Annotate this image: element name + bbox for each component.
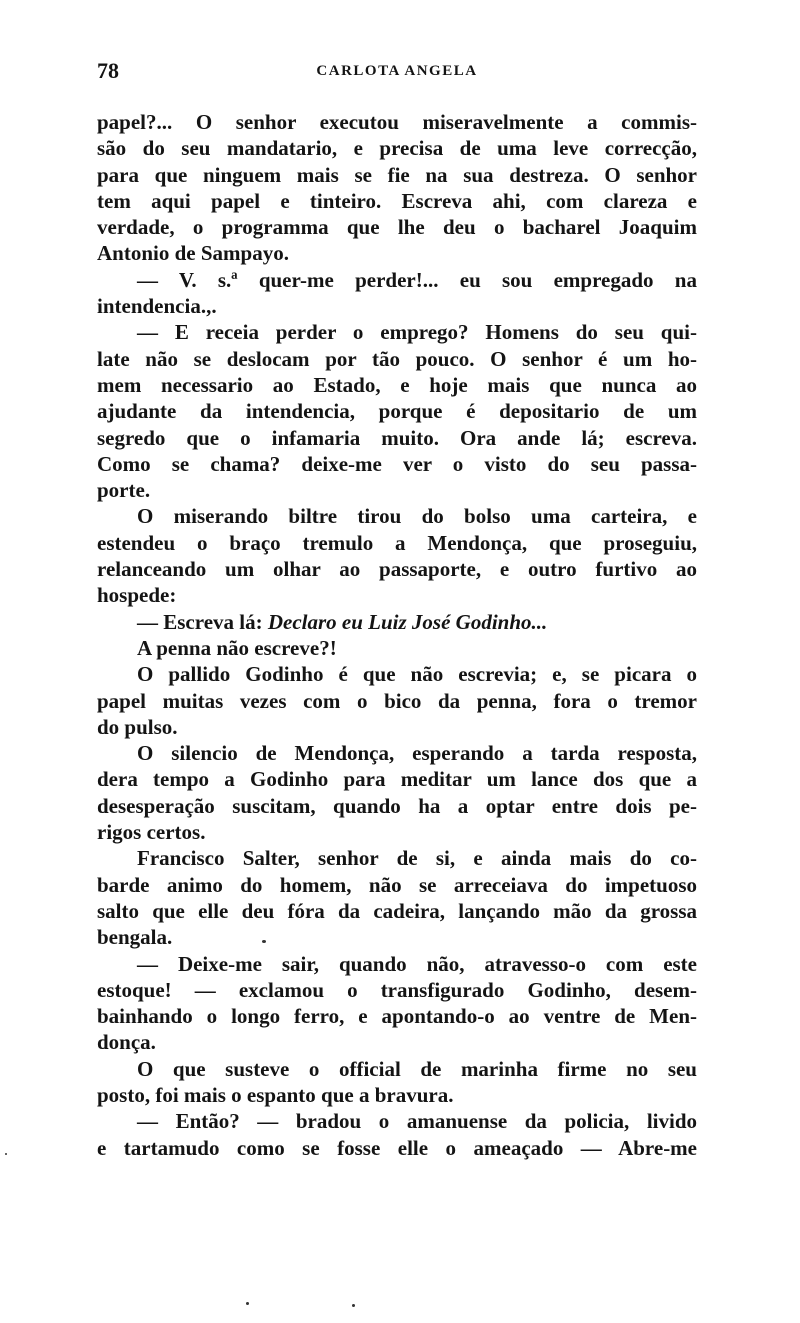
text-line: relanceando um olhar ao passaporte, e outro furtivo ao (97, 557, 697, 582)
text-line: estendeu o braço tremulo a Mendonça, que proseguiu, (97, 530, 697, 555)
text-line: O pallido Godinho é que não escrevia; e, se picara o (137, 662, 697, 687)
text-line: são do seu mandatario, e precisa de uma leve correcção, (97, 136, 697, 161)
text-line: dera tempo a Godinho para meditar um lance dos que a (97, 767, 697, 792)
text-line: tem aqui papel e tinteiro. Escreva ahi, com clareza e (97, 188, 697, 213)
text-line: O silencio de Mendonça, esperando a tarda resposta, (137, 741, 697, 766)
scan-speck (246, 1302, 249, 1305)
text-line: mem necessario ao Estado, e hoje mais que nunca ao (97, 372, 697, 397)
text-line: barde animo do homem, não se arreceiava do impetuoso (97, 872, 697, 897)
text-line: segredo que o infamaria muito. Ora ande lá; escreva. (97, 425, 697, 450)
text-line: Antonio de Sampayo. (97, 241, 289, 266)
text-line: verdade, o programma que lhe deu o bacharel Joaquim (97, 215, 697, 240)
text-line: late não se deslocam por tão pouco. O senhor é um ho- (97, 346, 697, 371)
text-line: Como se chama? deixe-me ver o visto do seu passa- (97, 451, 697, 476)
running-title: CARLOTA ANGELA (316, 63, 478, 79)
page-header (97, 58, 697, 88)
text-line: do pulso. (97, 714, 178, 739)
text-line: — E receia perder o emprego? Homens do seu qui- (137, 320, 697, 345)
text-line: — V. s.ª quer-me perder!... eu sou empregado na (137, 267, 697, 292)
text-line: ajudante da intendencia, porque é depositario de um (97, 399, 697, 424)
text-line: donça. (97, 1030, 156, 1055)
text-line: A penna não escreve?! (137, 635, 337, 660)
text-line: posto, foi mais o espanto que a bravura. (97, 1082, 454, 1107)
text-line: O miserando biltre tirou do bolso uma carteira, e (137, 504, 697, 529)
text-line: desesperação suscitam, quando ha a optar entre dois pe- (97, 793, 697, 818)
text-line: — Então? — bradou o amanuense da policia, livido (137, 1109, 697, 1134)
text-line: papel muitas vezes com o bico da penna, fora o tremor (97, 688, 697, 713)
text-line: bainhando o longo ferro, e apontando-o ao ventre de Men- (97, 1004, 697, 1029)
scan-speck (352, 1304, 355, 1307)
text-line: e tartamudo como se fosse elle o ameaçado — Abre-me (97, 1135, 697, 1160)
text-line (97, 609, 697, 635)
text-line: Francisco Salter, senhor de si, e ainda mais do co- (137, 846, 697, 871)
page-number: 78 (97, 58, 119, 83)
dialogue-lead: — Escreva lá: (137, 609, 263, 634)
dictated-text: Declaro eu Luiz José Godinho... (267, 609, 548, 634)
scan-speck (5, 1153, 7, 1155)
body-text (97, 109, 697, 1161)
text-line: estoque! — exclamou o transfigurado Godinho, desem- (97, 977, 697, 1002)
text-line: — Deixe-me sair, quando não, atravesso-o com este (137, 951, 697, 976)
scan-speck (262, 940, 266, 943)
text-line: rigos certos. (97, 820, 206, 845)
text-line: O que susteve o official de marinha firme no seu (137, 1056, 697, 1081)
text-line: para que ninguem mais se fie na sua destreza. O senhor (97, 162, 697, 187)
text-line: papel?... O senhor executou miseravelmente a commis- (97, 110, 697, 134)
text-line: hospede: (97, 583, 177, 608)
text-line: bengala. (97, 925, 173, 950)
text-line: porte. (97, 478, 151, 503)
text-line: salto que elle deu fóra da cadeira, lançando mão da grossa (97, 898, 697, 923)
text-line: intendencia.,. (97, 294, 217, 319)
